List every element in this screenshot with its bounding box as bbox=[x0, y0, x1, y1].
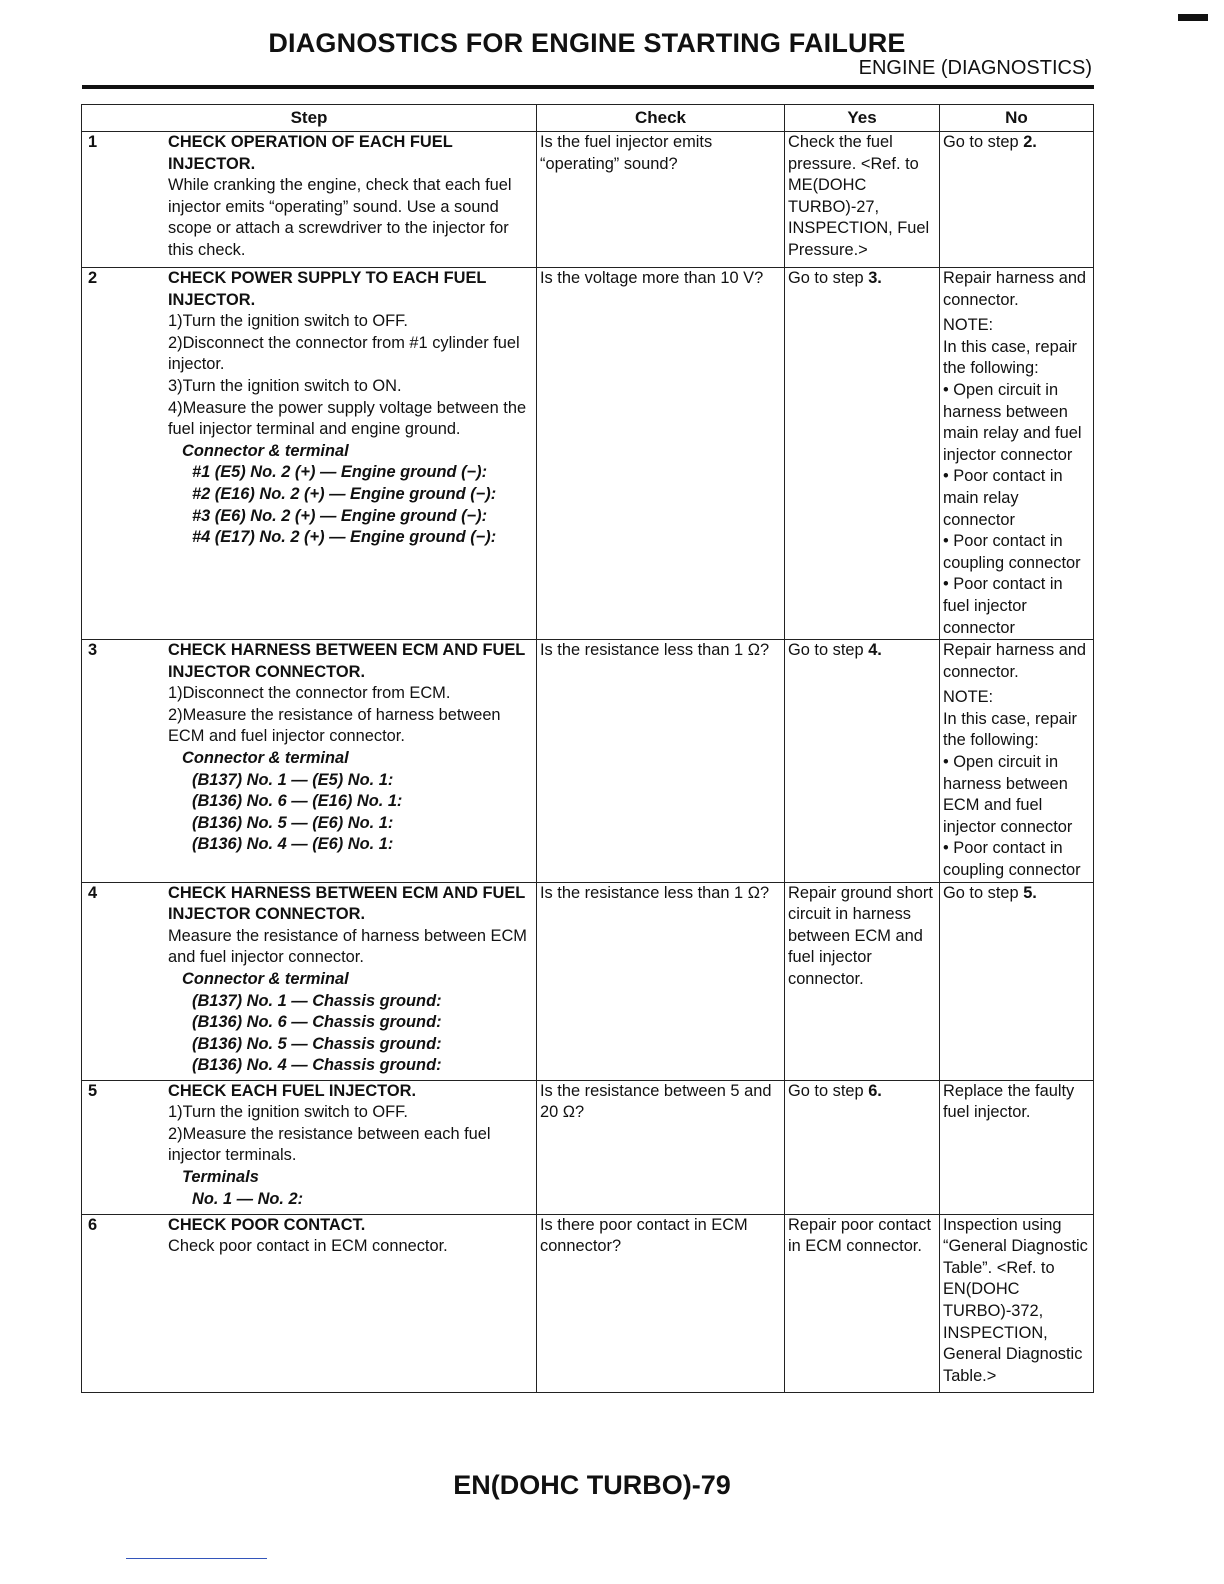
yes-cell bbox=[785, 882, 940, 1080]
header-check: Check bbox=[537, 105, 785, 132]
note-bullet-text: Poor contact in coupling connector bbox=[943, 532, 1081, 572]
step-instruction: 1)Disconnect the connector from ECM. bbox=[168, 684, 451, 703]
step-instruction: Check poor contact in ECM connector. bbox=[168, 1237, 448, 1256]
step-cell bbox=[82, 1080, 537, 1214]
connector-item: (B136) No. 5 — Chassis ground: bbox=[192, 1034, 442, 1053]
no-line bbox=[943, 883, 1090, 905]
step-instruction: 2)Measure the resistance of harness between ECM and fuel injector connector. bbox=[168, 705, 501, 746]
yes-text: Repair poor contact in ECM connector. bbox=[788, 1215, 932, 1256]
yes-step-ref: 4. bbox=[868, 641, 882, 660]
yes-cell bbox=[785, 640, 940, 883]
yes-step-ref: 6. bbox=[868, 1081, 882, 1100]
step-instruction: 2)Measure the resistance between each fuel injector terminals. bbox=[168, 1124, 491, 1165]
no-cell bbox=[940, 268, 1094, 640]
no-cell bbox=[940, 640, 1094, 883]
step-instruction: 2)Disconnect the connector from #1 cylinder fuel injector. bbox=[168, 333, 520, 374]
step-body bbox=[168, 132, 533, 262]
step-body bbox=[168, 883, 533, 1077]
step-instruction: 3)Turn the ignition switch to ON. bbox=[168, 376, 402, 395]
step-title: CHECK POWER SUPPLY TO EACH FUEL INJECTOR. bbox=[168, 269, 487, 309]
step-cell bbox=[82, 882, 537, 1080]
yes-cell bbox=[785, 1214, 940, 1392]
step-body bbox=[168, 1215, 533, 1258]
no-text: Inspection using “General Diagnostic Table”. <Ref. to EN(DOHC TURBO)-372, INSPECTION, General Diagnostic Table.> bbox=[943, 1215, 1088, 1385]
connector-item: #4 (E17) No. 2 (+) — Engine ground (−): bbox=[192, 528, 497, 547]
yes-text: Repair ground short circuit in harness between ECM and fuel injector connector. bbox=[788, 883, 933, 988]
step-wrap bbox=[85, 1215, 533, 1258]
no-text: Repair harness and connector. bbox=[943, 641, 1087, 681]
step-wrap bbox=[85, 1081, 533, 1211]
yes-cell bbox=[785, 132, 940, 268]
yes-text: Go to step bbox=[788, 641, 869, 660]
yes-cell bbox=[785, 1080, 940, 1214]
page-title: DIAGNOSTICS FOR ENGINE STARTING FAILURE bbox=[268, 28, 906, 58]
bullet-icon: • bbox=[943, 532, 954, 551]
step-cell bbox=[82, 640, 537, 883]
yes-text: Go to step bbox=[788, 269, 869, 287]
note-bullet-text: Open circuit in harness between ECM and fuel injector connector bbox=[943, 753, 1073, 836]
no-cell bbox=[940, 1214, 1094, 1392]
step-cell bbox=[82, 1214, 537, 1392]
header-rule bbox=[82, 85, 1094, 89]
check-cell: Is the resistance less than 1 Ω? bbox=[537, 640, 785, 883]
yes-text: Go to step bbox=[788, 1081, 869, 1100]
connector-item: (B136) No. 5 — (E6) No. 1: bbox=[192, 813, 394, 832]
no-line bbox=[943, 132, 1090, 154]
note-label: NOTE: bbox=[943, 316, 994, 335]
step-wrap bbox=[85, 268, 533, 549]
step-instruction: Measure the resistance of harness between ECM and fuel injector connector. bbox=[168, 926, 527, 967]
header-no: No bbox=[940, 105, 1094, 132]
no-text: Repair harness and connector. bbox=[943, 269, 1087, 309]
footer-line bbox=[126, 1558, 267, 1559]
note-bullet-text: Poor contact in main relay connector bbox=[943, 467, 1063, 529]
step-title: CHECK POOR CONTACT. bbox=[168, 1215, 366, 1234]
table-row bbox=[82, 132, 1094, 268]
bullet-icon: • bbox=[943, 839, 954, 858]
table-row bbox=[82, 1080, 1094, 1214]
step-number: 6 bbox=[88, 1215, 98, 1234]
step-wrap bbox=[85, 132, 533, 262]
note-bullet bbox=[943, 531, 1090, 574]
table-header-row bbox=[82, 105, 1094, 132]
step-title: CHECK HARNESS BETWEEN ECM AND FUEL INJECTOR CONNECTOR. bbox=[168, 641, 525, 681]
step-body bbox=[168, 268, 533, 549]
note-bullet-text: Open circuit in harness between main relay and fuel injector connector bbox=[943, 380, 1082, 464]
page-number: EN(DOHC TURBO)-79 bbox=[453, 1470, 731, 1500]
no-line bbox=[943, 1215, 1090, 1388]
check-cell: Is the fuel injector emits “operating” sound? bbox=[537, 132, 785, 268]
diagnostic-table bbox=[81, 104, 1094, 1393]
no-text: Replace the faulty fuel injector. bbox=[943, 1081, 1075, 1122]
yes-step-ref: 3. bbox=[868, 269, 882, 287]
note-bullet bbox=[943, 466, 1090, 531]
no-cell bbox=[940, 132, 1094, 268]
check-cell: Is the voltage more than 10 V? bbox=[537, 268, 785, 640]
connector-item: No. 1 — No. 2: bbox=[192, 1189, 304, 1208]
connector-title: Terminals bbox=[182, 1168, 259, 1186]
step-number: 4 bbox=[88, 883, 98, 902]
table-row bbox=[82, 640, 1094, 883]
no-step-ref: 5. bbox=[1023, 883, 1037, 902]
connector-title: Connector & terminal bbox=[182, 970, 349, 988]
step-instruction: While cranking the engine, check that each fuel injector emits “operating” sound. Use a sound scope or attach a screwdriver to the injector for this check. bbox=[168, 176, 512, 259]
connector-item: #3 (E6) No. 2 (+) — Engine ground (−): bbox=[192, 506, 488, 525]
note-intro: In this case, repair the following: bbox=[943, 337, 1077, 378]
step-wrap bbox=[85, 640, 533, 856]
step-title: CHECK OPERATION OF EACH FUEL INJECTOR. bbox=[168, 133, 453, 173]
no-step-ref: 2. bbox=[1023, 133, 1037, 151]
header-yes: Yes bbox=[785, 105, 940, 132]
step-wrap bbox=[85, 883, 533, 1077]
no-text: Go to step bbox=[943, 883, 1024, 902]
check-cell: Is the resistance less than 1 Ω? bbox=[537, 882, 785, 1080]
table-row bbox=[82, 882, 1094, 1080]
step-instruction: 1)Turn the ignition switch to OFF. bbox=[168, 312, 408, 331]
note-label: NOTE: bbox=[943, 688, 994, 707]
check-cell: Is the resistance between 5 and 20 Ω? bbox=[537, 1080, 785, 1214]
table-row bbox=[82, 1214, 1094, 1392]
header-step: Step bbox=[82, 105, 537, 132]
step-number: 2 bbox=[88, 269, 98, 287]
connector-item: (B136) No. 4 — Chassis ground: bbox=[192, 1056, 442, 1075]
step-number: 1 bbox=[88, 133, 98, 151]
no-line bbox=[943, 1081, 1090, 1124]
no-cell bbox=[940, 1080, 1094, 1214]
check-cell: Is there poor contact in ECM connector? bbox=[537, 1214, 785, 1392]
step-cell bbox=[82, 132, 537, 268]
bullet-icon: • bbox=[943, 575, 954, 594]
bullet-icon: • bbox=[943, 467, 954, 486]
note-bullet bbox=[943, 752, 1090, 838]
step-title: CHECK EACH FUEL INJECTOR. bbox=[168, 1081, 417, 1100]
table-row bbox=[82, 268, 1094, 640]
note-bullet-text: Poor contact in coupling connector bbox=[943, 839, 1081, 880]
corner-mark bbox=[1178, 14, 1208, 21]
step-title: CHECK HARNESS BETWEEN ECM AND FUEL INJECTOR CONNECTOR. bbox=[168, 883, 525, 924]
yes-text: Check the fuel pressure. <Ref. to ME(DOHC TURBO)-27, INSPECTION, Fuel Pressure.> bbox=[788, 133, 930, 259]
step-number: 5 bbox=[88, 1081, 98, 1100]
connector-item: (B136) No. 6 — Chassis ground: bbox=[192, 1013, 442, 1032]
connector-item: (B137) No. 1 — Chassis ground: bbox=[192, 991, 442, 1010]
connector-title: Connector & terminal bbox=[182, 441, 349, 460]
section-title: ENGINE (DIAGNOSTICS) bbox=[858, 57, 1092, 79]
step-cell bbox=[82, 268, 537, 640]
note-bullet-text: Poor contact in fuel injector connector bbox=[943, 575, 1063, 637]
connector-title: Connector & terminal bbox=[182, 749, 349, 768]
connector-item: #2 (E16) No. 2 (+) — Engine ground (−): bbox=[192, 484, 497, 503]
note-bullet bbox=[943, 838, 1090, 881]
note-intro: In this case, repair the following: bbox=[943, 709, 1077, 750]
step-body bbox=[168, 640, 533, 856]
connector-item: (B136) No. 6 — (E16) No. 1: bbox=[192, 792, 403, 811]
step-body bbox=[168, 1081, 533, 1211]
no-line bbox=[943, 640, 1090, 683]
bullet-icon: • bbox=[943, 380, 954, 399]
step-number: 3 bbox=[88, 641, 98, 660]
step-instruction: 1)Turn the ignition switch to OFF. bbox=[168, 1103, 408, 1122]
step-instruction: 4)Measure the power supply voltage between the fuel injector terminal and engine ground. bbox=[168, 398, 527, 439]
yes-cell bbox=[785, 268, 940, 640]
connector-item: (B136) No. 4 — (E6) No. 1: bbox=[192, 835, 394, 854]
no-cell bbox=[940, 882, 1094, 1080]
note-bullet bbox=[943, 574, 1090, 639]
connector-item: #1 (E5) No. 2 (+) — Engine ground (−): bbox=[192, 463, 488, 482]
connector-item: (B137) No. 1 — (E5) No. 1: bbox=[192, 770, 394, 789]
note-bullet bbox=[943, 380, 1090, 466]
no-text: Go to step bbox=[943, 133, 1024, 151]
bullet-icon: • bbox=[943, 753, 954, 772]
no-line bbox=[943, 268, 1090, 311]
